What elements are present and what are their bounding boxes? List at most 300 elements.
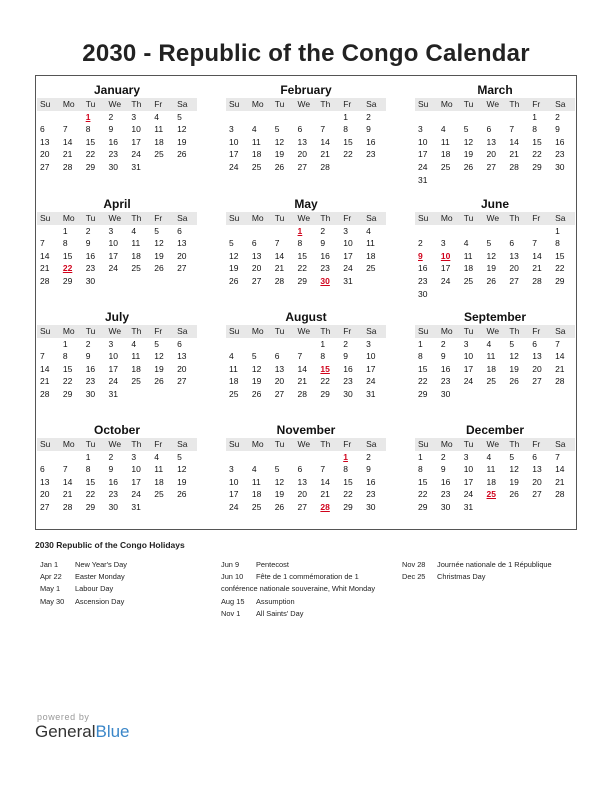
day-cell: 6 (177, 225, 182, 236)
day-cell: 4 (131, 338, 137, 349)
month-grid (37, 438, 197, 514)
day-cell: 23 (85, 376, 96, 387)
day-cell: 30 (440, 388, 451, 399)
weekday-header: Su (37, 325, 60, 338)
day-cell: 26 (251, 388, 262, 399)
day-cell: 16 (108, 476, 118, 487)
day-cell: 6 (297, 124, 303, 135)
day-cell: 24 (108, 376, 118, 387)
day-cell: 15 (85, 476, 96, 487)
weekday-header: Mo (249, 212, 272, 225)
day-cell: 26 (274, 501, 285, 512)
holiday-date: Dec 25 (402, 572, 426, 582)
weekday-header: We (295, 212, 318, 225)
day-cell: 22 (297, 263, 307, 274)
day-cell: 27 (274, 388, 285, 399)
day-cell: 1 (62, 338, 68, 349)
day-cell: 12 (486, 250, 496, 261)
weekday-header: Su (37, 212, 60, 225)
day-cell: 13 (40, 476, 50, 487)
weekday-header: We (106, 212, 129, 225)
weekday-header: Tu (461, 98, 484, 111)
day-cell: 16 (343, 363, 353, 374)
day-cell: 19 (177, 476, 187, 487)
empty-cell (37, 111, 60, 124)
day-cell: 6 (486, 124, 492, 135)
day-cell: 30 (85, 275, 96, 286)
day-cell: 24 (229, 501, 239, 512)
holiday-name: New Year's Day (75, 560, 127, 569)
weekday-header: Su (37, 438, 60, 451)
day-cell: 24 (418, 161, 428, 172)
day-cell: 10 (343, 238, 353, 249)
day-cell: 26 (486, 275, 496, 286)
weekday-header: Th (317, 212, 340, 225)
day-cell: 15 (532, 136, 542, 147)
day-cell: 4 (251, 124, 257, 135)
weekday-header: Sa (552, 98, 575, 111)
weekday-header: Th (317, 98, 340, 111)
day-cell: 25 (131, 263, 141, 274)
day-cell: 26 (154, 376, 164, 387)
day-cell: 11 (131, 351, 141, 362)
holiday-row (221, 559, 375, 571)
holiday-date: Aug 15 (221, 596, 245, 606)
day-cell: 17 (418, 149, 428, 160)
brand-blue: Blue (95, 722, 130, 741)
day-cell: 23 (555, 149, 565, 160)
day-cell: 28 (62, 501, 73, 512)
day-cell: 25 (251, 501, 262, 512)
weekday-header: Tu (83, 438, 106, 451)
weekday-header: Fr (340, 325, 363, 338)
day-cell: 3 (463, 451, 469, 462)
month-name: January (93, 83, 141, 97)
day-cell: 17 (108, 250, 118, 261)
day-cell: 7 (509, 124, 515, 135)
weekday-header: Mo (249, 98, 272, 111)
weekday-header: Sa (363, 212, 386, 225)
weekday-header: Tu (272, 98, 295, 111)
day-cell: 24 (463, 376, 474, 387)
weekday-header: Th (128, 98, 151, 111)
day-cell: 31 (418, 174, 428, 185)
day-cell: 13 (251, 250, 262, 261)
day-cell: 2 (366, 451, 371, 462)
day-cell: 14 (297, 363, 307, 374)
day-cell: 25 (486, 376, 496, 387)
month-grid (226, 438, 386, 514)
day-cell: 18 (440, 149, 451, 160)
day-cell: 4 (154, 111, 159, 122)
day-cell: 21 (40, 376, 50, 387)
day-cell: 6 (274, 351, 280, 362)
day-cell: 24 (131, 489, 141, 500)
weekday-header: Fr (151, 212, 174, 225)
weekday-header: Th (506, 325, 529, 338)
day-cell: 25 (463, 275, 474, 286)
day-cell: 4 (229, 351, 234, 362)
day-cell: 8 (418, 464, 423, 475)
day-cell: 7 (297, 351, 303, 362)
month-name: July (104, 310, 129, 324)
day-cell: 5 (463, 124, 469, 135)
weekday-header: Su (415, 438, 438, 451)
day-cell: 11 (366, 238, 375, 249)
empty-cell (226, 225, 249, 238)
month-grid (37, 325, 197, 401)
day-cell: 18 (154, 476, 164, 487)
day-cell: 9 (440, 351, 446, 362)
holiday-column-1 (40, 559, 127, 608)
holidays-title: 2030 Republic of the Congo Holidays (35, 540, 185, 550)
day-cell: 7 (40, 351, 45, 362)
day-cell: 12 (177, 124, 187, 135)
day-cell: 17 (440, 263, 451, 274)
day-cell: 20 (177, 250, 187, 261)
day-cell: 25 (440, 161, 451, 172)
weekday-header: Su (37, 98, 60, 111)
day-cell: 5 (177, 451, 182, 462)
month-name: February (280, 83, 332, 97)
day-cell: 20 (532, 476, 542, 487)
weekday-header: Mo (60, 325, 83, 338)
day-cell: 31 (343, 275, 353, 286)
day-cell: 28 (274, 275, 285, 286)
month-grid (415, 212, 575, 300)
day-cell: 10 (131, 124, 141, 135)
month-grid (226, 212, 386, 288)
holiday-date: May 30 (40, 596, 65, 606)
day-cell: 15 (343, 136, 353, 147)
day-cell: 29 (85, 501, 96, 512)
day-cell: 3 (463, 338, 469, 349)
day-cell: 22 (62, 376, 73, 387)
weekday-header: Fr (151, 98, 174, 111)
weekday-header: Fr (340, 212, 363, 225)
day-cell: 12 (229, 250, 239, 261)
holiday-row (221, 583, 375, 595)
holiday-name: Labour Day (75, 584, 114, 594)
day-cell: 8 (85, 464, 91, 475)
day-cell: 6 (251, 238, 257, 249)
empty-cell (249, 338, 272, 351)
day-cell: 21 (320, 149, 330, 160)
weekday-header: We (484, 438, 507, 451)
weekday-header: Tu (461, 325, 484, 338)
day-cell: 31 (108, 388, 118, 399)
day-cell: 20 (251, 263, 262, 274)
empty-cell (272, 451, 295, 464)
day-cell: 5 (274, 124, 280, 135)
day-cell: 10 (463, 464, 474, 475)
month-december (415, 422, 575, 514)
day-cell: 30 (108, 501, 118, 512)
day-cell: 4 (486, 451, 492, 462)
day-cell: 17 (343, 250, 353, 261)
day-cell: 15 (62, 363, 73, 374)
day-cell: 5 (274, 464, 280, 475)
day-cell: 5 (229, 238, 234, 249)
day-cell: 10 (418, 136, 428, 147)
holiday-name: Pentecost (256, 560, 289, 569)
day-cell: 27 (177, 263, 187, 274)
day-cell: 2 (440, 451, 446, 462)
day-cell: 13 (532, 351, 542, 362)
weekday-header: Mo (438, 212, 461, 225)
empty-cell (295, 451, 318, 464)
day-cell: 13 (177, 238, 187, 249)
holiday-day-cell: 25 (486, 489, 496, 500)
weekday-header: Th (506, 212, 529, 225)
day-cell: 21 (40, 263, 50, 274)
weekday-header: Su (226, 325, 249, 338)
day-cell: 5 (154, 225, 159, 236)
day-cell: 14 (274, 250, 285, 261)
day-cell: 18 (486, 476, 496, 487)
weekday-header: We (106, 438, 129, 451)
day-cell: 6 (40, 464, 45, 475)
day-cell: 8 (297, 238, 303, 249)
month-september (415, 309, 575, 401)
empty-cell (295, 111, 318, 124)
day-cell: 9 (85, 238, 91, 249)
day-cell: 19 (463, 149, 474, 160)
day-cell: 29 (62, 275, 73, 286)
month-name: October (93, 423, 140, 437)
weekday-header: Sa (552, 212, 575, 225)
weekday-header: Sa (174, 98, 197, 111)
holiday-day-cell: 30 (320, 275, 330, 286)
month-grid (226, 98, 386, 174)
day-cell: 12 (274, 476, 285, 487)
day-cell: 22 (85, 149, 96, 160)
weekday-header: Su (415, 98, 438, 111)
weekday-header: Mo (60, 438, 83, 451)
weekday-header: Fr (151, 438, 174, 451)
day-cell: 26 (229, 275, 239, 286)
day-cell: 28 (320, 161, 330, 172)
day-cell: 1 (85, 451, 91, 462)
day-cell: 16 (366, 136, 376, 147)
day-cell: 20 (177, 363, 187, 374)
day-cell: 17 (131, 136, 141, 147)
month-april (37, 196, 197, 288)
month-june (415, 196, 575, 300)
weekday-header: Tu (272, 212, 295, 225)
holiday-row (221, 596, 375, 608)
holiday-column-2 (221, 559, 375, 620)
day-cell: 6 (40, 124, 45, 135)
day-cell: 4 (486, 338, 492, 349)
weekday-header: Su (226, 212, 249, 225)
day-cell: 6 (532, 451, 537, 462)
empty-cell (461, 111, 484, 124)
day-cell: 13 (40, 136, 50, 147)
day-cell: 28 (555, 376, 565, 387)
day-cell: 1 (555, 225, 560, 236)
day-cell: 4 (366, 225, 371, 236)
day-cell: 23 (366, 489, 376, 500)
day-cell: 3 (108, 225, 114, 236)
holiday-row (402, 571, 552, 583)
month-grid (415, 325, 575, 401)
day-cell: 8 (85, 124, 91, 135)
day-cell: 29 (343, 501, 353, 512)
day-cell: 19 (509, 476, 519, 487)
day-cell: 13 (274, 363, 285, 374)
day-cell: 18 (463, 263, 474, 274)
weekday-header: We (106, 98, 129, 111)
day-cell: 3 (229, 464, 234, 475)
day-cell: 22 (320, 376, 330, 387)
day-cell: 24 (440, 275, 451, 286)
day-cell: 16 (418, 263, 428, 274)
day-cell: 25 (366, 263, 376, 274)
holiday-row (221, 608, 375, 620)
day-cell: 10 (108, 238, 118, 249)
holiday-name: Ascension Day (75, 596, 125, 606)
weekday-header: Sa (174, 325, 197, 338)
day-cell: 19 (274, 149, 285, 160)
day-cell: 18 (251, 489, 262, 500)
month-name: December (465, 423, 525, 437)
weekday-header: Mo (438, 98, 461, 111)
day-cell: 26 (463, 161, 474, 172)
empty-cell (37, 338, 60, 351)
day-cell: 7 (40, 238, 45, 249)
month-october (37, 422, 197, 514)
day-cell: 29 (85, 161, 96, 172)
powered-by-label: powered by (37, 712, 90, 722)
day-cell: 22 (418, 376, 428, 387)
holiday-column-3 (402, 559, 552, 583)
weekday-header: Tu (461, 438, 484, 451)
day-cell: 29 (62, 388, 73, 399)
day-cell: 31 (131, 501, 141, 512)
day-cell: 15 (343, 476, 353, 487)
empty-cell (37, 451, 60, 464)
day-cell: 18 (131, 250, 141, 261)
day-cell: 7 (62, 124, 68, 135)
day-cell: 29 (297, 275, 307, 286)
day-cell: 30 (418, 288, 428, 299)
day-cell: 24 (366, 376, 376, 387)
day-cell: 6 (297, 464, 303, 475)
day-cell: 6 (532, 338, 537, 349)
day-cell: 4 (251, 464, 257, 475)
day-cell: 30 (108, 161, 118, 172)
day-cell: 24 (343, 263, 353, 274)
day-cell: 10 (108, 351, 118, 362)
weekday-header: Fr (529, 438, 552, 451)
day-cell: 27 (509, 275, 519, 286)
weekday-header: We (295, 325, 318, 338)
day-cell: 3 (131, 111, 137, 122)
day-cell: 18 (366, 250, 376, 261)
day-cell: 10 (131, 464, 141, 475)
brand-general: General (35, 722, 96, 741)
day-cell: 28 (62, 161, 73, 172)
day-cell: 26 (509, 376, 519, 387)
day-cell: 22 (418, 489, 428, 500)
empty-cell (506, 225, 529, 238)
day-cell: 2 (320, 225, 326, 236)
day-cell: 31 (131, 161, 141, 172)
day-cell: 26 (177, 149, 187, 160)
holiday-row (40, 571, 127, 583)
day-cell: 2 (343, 338, 348, 349)
month-name: March (477, 83, 513, 97)
weekday-header: Mo (438, 325, 461, 338)
day-cell: 17 (463, 476, 474, 487)
day-cell: 18 (486, 363, 496, 374)
day-cell: 11 (486, 351, 496, 362)
month-grid (37, 98, 197, 174)
day-cell: 4 (154, 451, 159, 462)
day-cell: 14 (62, 136, 73, 147)
holiday-row (221, 571, 375, 583)
month-july (37, 309, 197, 401)
empty-cell (226, 451, 249, 464)
day-cell: 15 (62, 250, 73, 261)
day-cell: 16 (85, 363, 96, 374)
month-name: September (463, 310, 527, 324)
day-cell: 18 (131, 363, 141, 374)
day-cell: 14 (40, 363, 50, 374)
holiday-day-cell: 22 (62, 263, 73, 274)
day-cell: 29 (418, 388, 428, 399)
day-cell: 21 (297, 376, 307, 387)
day-cell: 15 (418, 476, 428, 487)
weekday-header: Th (128, 325, 151, 338)
day-cell: 23 (440, 376, 451, 387)
day-cell: 10 (229, 476, 239, 487)
day-cell: 12 (154, 238, 164, 249)
day-cell: 17 (463, 363, 474, 374)
holiday-day-cell: 28 (320, 501, 330, 512)
day-cell: 24 (463, 489, 474, 500)
empty-cell (249, 111, 272, 124)
month-may (226, 196, 386, 288)
holiday-row (402, 559, 552, 571)
day-cell: 7 (532, 238, 537, 249)
month-grid (415, 98, 575, 186)
day-cell: 3 (229, 124, 234, 135)
day-cell: 21 (274, 263, 285, 274)
weekday-header: Mo (60, 212, 83, 225)
day-cell: 11 (229, 363, 238, 374)
day-cell: 6 (509, 238, 515, 249)
day-cell: 14 (555, 464, 565, 475)
day-cell: 12 (251, 363, 262, 374)
day-cell: 3 (418, 124, 423, 135)
weekday-header: Tu (272, 325, 295, 338)
day-cell: 4 (440, 124, 446, 135)
day-cell: 13 (297, 136, 307, 147)
day-cell: 2 (108, 451, 114, 462)
day-cell: 27 (40, 501, 50, 512)
empty-cell (438, 111, 461, 124)
day-cell: 5 (154, 338, 159, 349)
day-cell: 5 (486, 238, 492, 249)
day-cell: 8 (343, 464, 348, 475)
holiday-date: Nov 1 (221, 608, 241, 618)
day-cell: 4 (131, 225, 137, 236)
day-cell: 7 (320, 124, 326, 135)
empty-cell (249, 451, 272, 464)
day-cell: 26 (177, 489, 187, 500)
